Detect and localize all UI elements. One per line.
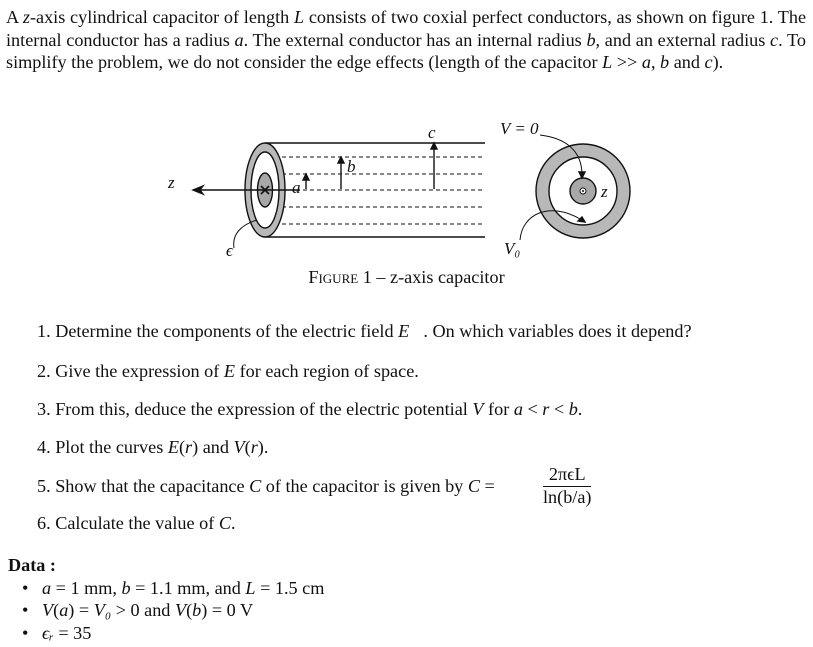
math-symbol: c (770, 29, 779, 50)
math-symbol: C (218, 513, 231, 533)
text-segment: ) and (192, 437, 234, 457)
math-symbol: a (234, 29, 244, 50)
caption-prefix: Figure 1 (308, 267, 372, 287)
math-symbol: V (233, 437, 245, 457)
arrowhead-icon (338, 157, 344, 163)
text-segment: -axis cylindrical capacitor of length (29, 7, 294, 27)
math-symbol: C (467, 476, 480, 496)
text-segment: ). (257, 437, 269, 457)
text-segment: . On which variables does it depend? (423, 321, 692, 341)
math-symbol: V (472, 399, 484, 419)
text-segment: >> (612, 52, 642, 72)
text-segment: ( (53, 600, 60, 620)
math-symbol: L (245, 578, 256, 598)
text-segment: ) = (68, 600, 94, 620)
label-z-cross-section: z (601, 182, 608, 201)
text-segment: ( (244, 437, 251, 457)
problem-statement (6, 6, 806, 74)
data-item-3 (42, 623, 91, 644)
label-z: z (168, 173, 175, 192)
text-segment: = 1.5 cm (255, 578, 325, 598)
arrowhead-icon (303, 174, 309, 180)
math-symbol: a (641, 52, 651, 72)
math-symbol: a (42, 578, 52, 598)
math-symbol: b (568, 399, 578, 419)
text-segment: ) = 0 V (201, 600, 254, 620)
question-4 (37, 437, 268, 458)
label-a: a (292, 178, 301, 197)
label-v0: V₀ (504, 239, 521, 258)
text-segment: = 1 mm, (51, 578, 122, 598)
math-symbol: b (121, 578, 131, 598)
text-segment: A (6, 7, 23, 27)
text-segment: 4. Plot the curves (37, 437, 168, 457)
capacitor-figure (0, 110, 813, 270)
label-b: b (347, 157, 356, 176)
text-segment: . To simplify the problem, we do not consider the edge effects (length of the capacitor (6, 29, 806, 72)
math-symbol: E (167, 437, 179, 457)
text-segment: = (479, 476, 495, 496)
text-segment: ( (178, 437, 186, 457)
math-symbol: E⃗ (398, 321, 424, 341)
question-6 (37, 513, 236, 534)
text-segment: consists of two coxial perfect conductors, as shown on figure 1. The internal conductor has a radius (6, 7, 807, 50)
text-segment: = 1.1 mm, and (130, 578, 246, 598)
text-segment: for each region of space. (235, 361, 419, 381)
math-symbol: V (174, 600, 187, 620)
math-symbol: E (223, 361, 236, 381)
math-symbol: V₀ (93, 600, 112, 620)
label-epsilon: ϵ (226, 241, 233, 260)
math-symbol: b (586, 29, 596, 50)
text-segment: . The external conductor has an internal radius (243, 29, 587, 50)
math-symbol: L (602, 52, 613, 72)
math-symbol: C (249, 476, 262, 496)
math-symbol: c (704, 52, 713, 72)
text-segment: ). (712, 52, 724, 72)
label-c: c (428, 123, 436, 142)
text-segment: and (669, 52, 705, 72)
text-segment: , and an external radius (595, 29, 771, 50)
caption-text: – z-axis capacitor (371, 267, 505, 287)
math-symbol: V (42, 600, 54, 620)
text-segment: , (650, 52, 661, 72)
text-segment: ( (186, 600, 193, 620)
math-symbol: a (513, 399, 523, 419)
math-symbol: b (660, 52, 670, 72)
text-segment: = 35 (53, 623, 92, 643)
math-symbol: r (250, 437, 258, 457)
data-item-2 (42, 600, 253, 621)
math-symbol: r (542, 399, 550, 419)
math-symbol: ϵᵣ (42, 623, 54, 643)
dot-icon (582, 190, 584, 192)
text-segment: . (577, 399, 583, 419)
math-symbol: L (293, 7, 305, 27)
text-segment: 2. Give the expression of (37, 361, 224, 381)
text-segment: < (549, 399, 569, 419)
text-segment: 1. Determine the components of the electric field (37, 321, 399, 341)
capacitance-formula (543, 464, 591, 508)
text-segment: 6. Calculate the value of (37, 513, 219, 533)
arrowhead-icon (431, 143, 437, 149)
text-segment: of the capacitor is given by (261, 476, 468, 496)
text-segment: < (522, 399, 543, 419)
formula-denominator: ln(b/a) (543, 487, 592, 507)
label-v-zero: V = 0 (500, 119, 539, 138)
math-symbol: a (59, 600, 69, 620)
text-segment: 5. Show that the capacitance (37, 476, 250, 496)
math-symbol: b (192, 600, 202, 620)
question-2 (37, 361, 419, 382)
math-symbol: z (22, 7, 30, 27)
figure-caption (0, 267, 813, 288)
question-5 (37, 476, 495, 497)
text-segment: 3. From this, deduce the expression of the electric potential (37, 399, 473, 419)
question-1 (37, 321, 692, 342)
text-segment: > 0 and (111, 600, 175, 620)
question-3 (37, 399, 582, 420)
data-item-1 (42, 578, 324, 599)
text-segment: . (230, 513, 236, 533)
formula-numerator: 2πϵL (543, 464, 591, 487)
text-segment: for (483, 399, 514, 419)
data-heading: Data : (8, 555, 56, 575)
math-symbol: r (185, 437, 193, 457)
